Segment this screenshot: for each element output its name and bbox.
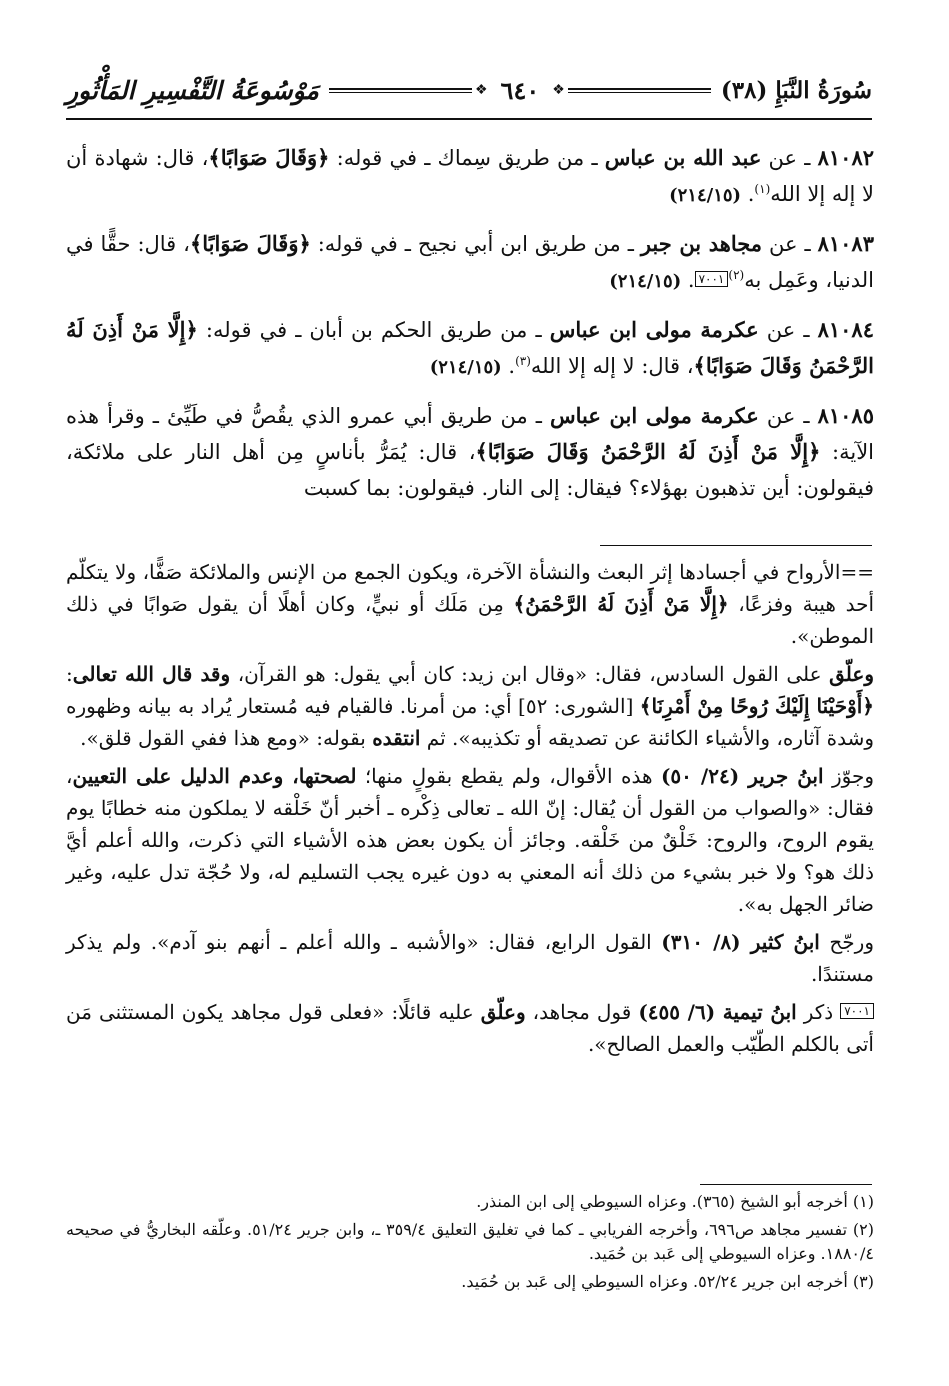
narrator: عكرمة مولى ابن عباس [549,403,759,428]
footnote: (١) أخرجه أبو الشيخ (٣٦٥). وعزاه السيوطي إلى ابن المنذر. [476,1192,874,1211]
entry-text: ـ من طريق ابن أبي نجيح ـ في قوله: [310,232,641,256]
entry-text: ـ عن [761,146,818,170]
quran-verse: ﴿إِلَّا مَنْ أَذِنَ لَهُ الرَّحْمَنُ وَقَالَ صَوَابًا﴾ [66,317,874,378]
commentary-paragraph [66,658,874,754]
quran-verse: ﴿إِلَّا مَنْ أَذِنَ لَهُ الرَّحْمَنُ﴾ [513,592,729,616]
narration-entry [66,226,874,300]
entry-number: ٨١٠٨٥ [817,403,874,428]
header-rule-line [568,88,711,93]
commentary-text: ، فقال: «والصواب من القول أن يُقال: إنّ الله ـ تعالى ذِكْره ـ أخبر أنّ خَلْقه لا يملكون منه خطابًا يوم يقوم الروح، والروح: خَلْقٌ من خَلْقه. وجائز أن يكون بعض هذه الأشياء التي ذكرت، والله أعلم أيَّ ذلك هو؟ ولا خبر بشيء من ذلك أنه المعني به دون غيره يجب التسليم له، ولا حُجّة تدل عليه، وغير ضائر الجهل به». [66,764,874,916]
quran-verse: ﴿إِلَّا مَنْ أَذِنَ لَهُ الرَّحْمَنُ وَقَالَ صَوَابًا﴾ [475,439,821,464]
quran-verse: ﴿أَوْحَيْنَا إِلَيْكَ رُوحًا مِنْ أَمْرِنَا﴾ [639,694,874,718]
commentary-text: على القول السادس، فقال: «وقال ابن زيد: كان أبي يقول: هو القرآن، [230,662,830,686]
commentary-keyword: وعلّق [829,662,874,686]
quran-verse: ﴿وَقَالَ صَوَابًا﴾ [189,231,311,256]
narrator: عبد الله بن عباس [604,145,762,170]
footnote-marker[interactable]: (٣) [515,354,531,368]
page-header [66,64,872,116]
narration-entry [66,140,874,214]
entry-text: ـ عن [758,404,818,428]
scholar-citation: ابنُ جرير (٢٤/ ٥٠) [660,764,824,788]
commentary-text: قول مجاهد، [525,1000,639,1024]
commentary-note-link[interactable]: ٧٠٠١ [695,271,729,287]
commentary-text: ذكر [796,1000,841,1024]
ornament-icon: ❖ [552,82,565,98]
entry-text: . [681,268,695,292]
entry-text: ، قال: لا إله إلا الله [530,354,694,378]
page-number: ٦٤٠ [500,75,540,105]
narration-entry [66,312,874,386]
commentary-section [66,556,874,1066]
commentary-text: عليه قائلًا: «فعلى قول مجاهد يكون المستثنى مَن أتى بالكلم الطّيّب والعمل الصالح». [66,1000,874,1056]
commentary-paragraph [66,760,874,920]
entry-number: ٨١٠٨٢ [817,145,875,170]
entry-text: . [501,354,516,378]
entry-text: ـ من طريق أبي عمرو الذي يقُصُّ في طَيِّئ ـ وقرأ هذه الآية: [66,404,875,464]
entry-text: . [741,182,755,206]
footnote-separator [700,1184,872,1185]
quran-verse: ﴿وَقَالَ صَوَابًا﴾ [208,145,330,170]
header-rule-line [329,88,472,93]
entry-text: ـ من طريق سِماك ـ في قوله: [329,146,605,170]
commentary-paragraph [66,996,874,1060]
commentary-keyword: لصحتها، وعدم الدليل على التعيين [72,764,357,788]
entry-text: ، قال: يُمَرُّ بأناسٍ مِن أهل النار على ملائكة، فيقولون: أين تذهبون بهؤلاء؟ فيقال: إلى النار. فيقولون: بما كسبت [66,440,874,500]
commentary-text: ==الأرواح في أجسادها إثر البعث والنشأة الآخرة، ويكون الجمع من الإنس والملائكة صَفًّا، ولا يتكلّم أحد هيبة وفزعًا، [66,560,874,616]
narrations [66,140,874,518]
scholar-citation: ابنُ كثير (٨/ ٣١٠) [661,930,820,954]
commentary-text: مِن مَلَك أو نبيٍّ، وكان أهلًا أن يقول صَوابًا في ذلك الموطن». [66,592,874,648]
header-rule [329,76,711,105]
commentary-text: : [66,662,73,686]
entry-text: ـ عن [762,232,818,256]
book-title: مَوْسُوعَةُ التَّفْسِيرِ المَأْثُورِ [66,75,319,105]
header-divider [66,118,872,120]
commentary-text: وجوّز [823,764,874,788]
entry-text: ـ عن [758,318,818,342]
commentary-keyword: وقد قال الله تعالى [72,662,231,686]
footnote: (٢) تفسير مجاهد ص٦٩٦، وأخرجه الفريابي ـ كما في تغليق التعليق ٣٥٩/٤ ـ، وابن جرير ٥١/٢٤. وعلّقه البخاريُّ في صحيحه ١٨٨٠/٤. وعزاه السيوطي إلى عَبد بن حُمَيد. [66,1220,875,1263]
commentary-separator [600,545,872,546]
source-reference: (٢١٤/١٥) [609,271,682,292]
surah-title: سُورَةُ النَّبَإِ (٣٨) [720,76,872,104]
footnote: (٣) أخرجه ابن جرير ٥٢/٢٤. وعزاه السيوطي إلى عَبد بن حُمَيد. [461,1272,874,1291]
entry-number: ٨١٠٨٤ [817,317,874,342]
source-reference: (٢١٤/١٥) [429,357,502,378]
narrator: مجاهد بن جبر [640,231,763,256]
footnote-marker[interactable]: (٢) [728,268,745,282]
footnote-marker[interactable]: (١) [754,182,771,196]
commentary-note-number: ٧٠٠١ [840,1003,874,1019]
commentary-keyword: انتقده [372,726,421,750]
entry-text: ـ من طريق الحكم بن أبان ـ في قوله: [197,318,550,342]
commentary-text: ورجّح [819,930,874,954]
entry-number: ٨١٠٨٣ [817,231,874,256]
commentary-keyword: وعلّق [480,1000,526,1024]
entry-text: ، قال: شهادة أن لا إله إلا الله [66,146,874,206]
narrator: عكرمة مولى ابن عباس [549,317,759,342]
entry-text: ، قال: حقًّا في الدنيا، وعَمِل به [66,232,874,292]
commentary-text: [الشورى: ٥٢] أي: من أمرنا. فالقيام فيه مُستعار يُراد به بيانه وظهوره وشدة آثاره، والأشياء الكائنة عن تصديقه أو تكذيبه». ثم [65,694,874,750]
commentary-paragraph [66,556,874,652]
commentary-text: بقوله: «ومع هذا ففي القول قلق». [80,726,373,750]
commentary-text: القول الرابع، فقال: «والأشبه ـ والله أعلم ـ أنهم بنو آدم». ولم يذكر مستندًا. [66,930,874,986]
commentary-text: هذه الأقوال، ولم يقطع بقولٍ منها؛ [356,764,661,788]
commentary-paragraph [66,926,874,990]
ornament-icon: ❖ [474,82,488,98]
footnotes [66,1190,874,1298]
source-reference: (٢١٤/١٥) [669,185,742,206]
scholar-citation: ابنُ تيمية (٦/ ٤٥٥) [638,1000,797,1024]
narration-entry [66,398,874,506]
